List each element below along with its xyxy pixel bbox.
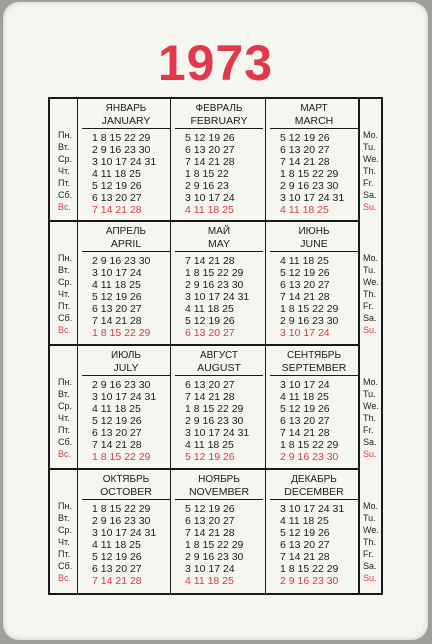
week-row: 3 10 17 24 31 [92, 391, 157, 403]
week-row: 6 13 20 27 [185, 327, 235, 339]
week-row: 2 9 16 23 30 [92, 515, 151, 527]
month-header-divider [270, 251, 358, 252]
month-header-divider [175, 251, 263, 252]
month-header [171, 103, 267, 127]
week-row: 2 9 16 23 30 [92, 144, 151, 156]
week-row: 4 11 18 25 [280, 391, 329, 403]
week-row: 5 12 19 26 [185, 503, 235, 515]
weekday-label: Сб. [58, 561, 73, 571]
week-row: 4 11 18 25 [185, 204, 234, 216]
week-row: 1 8 15 22 29 [280, 439, 339, 451]
month-block [171, 222, 267, 344]
weekday-label: Пн. [58, 377, 72, 387]
weekday-label: Fr. [363, 301, 374, 311]
weekday-label: Сб. [58, 437, 73, 447]
week-row: 2 9 16 23 30 [280, 315, 339, 327]
weekday-label: Tu. [363, 265, 376, 275]
weekday-label: Пт. [58, 425, 71, 435]
week-row: 4 11 18 25 [185, 575, 234, 587]
month-block [266, 222, 362, 344]
calendar-year-title: 1973 [157, 35, 274, 91]
weekday-label: Th. [363, 166, 377, 176]
weekday-label: Tu. [363, 142, 376, 152]
week-row: 1 8 15 22 29 [92, 503, 151, 515]
week-row: 3 10 17 24 31 [92, 156, 157, 168]
weekday-label: Вт. [58, 265, 70, 275]
month-block [78, 470, 174, 592]
weekday-label: Пн. [58, 130, 72, 140]
month-name-en: AUGUST [197, 362, 241, 374]
month-header-divider [82, 128, 170, 129]
weekday-label: Вт. [58, 513, 70, 523]
month-days [171, 379, 267, 463]
week-row: 2 9 16 23 30 [280, 451, 339, 463]
week-row: 1 8 15 22 29 [92, 132, 151, 144]
week-row: 2 9 16 23 30 [280, 575, 339, 587]
week-row: 7 14 21 28 [185, 527, 235, 539]
week-row: 5 12 19 26 [280, 132, 330, 144]
weekday-label: Сб. [58, 313, 73, 323]
month-days [266, 132, 362, 216]
month-name-ru: ИЮЛЬ [111, 350, 141, 361]
weekday-label: Пт. [58, 549, 71, 559]
weekday-label: Mo. [363, 501, 379, 511]
weekday-label: We. [363, 401, 379, 411]
weekday-label: Su. [363, 573, 377, 583]
calendar-grid [48, 97, 383, 595]
weekday-label: Mo. [363, 253, 379, 263]
month-days [78, 379, 174, 463]
week-row: 6 13 20 27 [185, 144, 235, 156]
weekday-label: Fr. [363, 549, 374, 559]
month-name-en: MAY [208, 238, 230, 250]
week-row: 1 8 15 22 29 [92, 451, 151, 463]
week-row: 1 8 15 22 29 [280, 303, 339, 315]
weekday-label: Fr. [363, 178, 374, 188]
weekday-labels-en [363, 252, 385, 336]
weekday-labels-en [363, 129, 385, 213]
weekday-labels-en [363, 376, 385, 460]
week-row: 6 13 20 27 [92, 192, 142, 204]
week-row: 3 10 17 24 31 [280, 503, 345, 515]
month-name-ru: ОКТЯБРЬ [102, 474, 150, 485]
month-days [266, 255, 362, 339]
week-row: 5 12 19 26 [280, 527, 330, 539]
month-name-en: NOVEMBER [188, 486, 250, 498]
weekday-label: Пн. [58, 253, 72, 263]
week-row: 5 12 19 26 [92, 180, 142, 192]
month-name-ru: ИЮНЬ [298, 226, 330, 237]
week-row: 3 10 17 24 31 [92, 527, 157, 539]
week-row: 2 9 16 23 [185, 180, 229, 192]
week-row: 5 12 19 26 [185, 451, 235, 463]
month-days [266, 503, 362, 587]
week-row: 7 14 21 28 [92, 575, 142, 587]
month-days [171, 503, 267, 587]
weekday-label: Ср. [58, 154, 73, 164]
week-row: 4 11 18 25 [185, 439, 234, 451]
weekday-label: Чт. [58, 289, 70, 299]
month-block [171, 470, 267, 592]
month-block [78, 222, 174, 344]
weekday-label: Чт. [58, 537, 70, 547]
week-row: 4 11 18 25 [92, 403, 141, 415]
month-block [266, 470, 362, 592]
week-row: 1 8 15 22 29 [185, 267, 244, 279]
month-days [78, 255, 174, 339]
weekday-label: Sa. [363, 313, 377, 323]
month-days [171, 132, 267, 216]
weekday-label: Ср. [58, 277, 73, 287]
weekday-label: Ср. [58, 401, 73, 411]
month-block [78, 346, 174, 468]
weekday-label: Th. [363, 413, 377, 423]
month-name-en: APRIL [110, 238, 142, 250]
week-row: 5 12 19 26 [185, 315, 235, 327]
month-header [171, 226, 267, 250]
pocket-calendar-card [3, 2, 428, 640]
weekday-label: We. [363, 154, 379, 164]
week-row: 2 9 16 23 30 [280, 180, 339, 192]
week-row: 5 12 19 26 [92, 291, 142, 303]
weekday-label: Tu. [363, 389, 376, 399]
month-block [171, 99, 267, 221]
week-row: 4 11 18 25 [280, 255, 329, 267]
week-row: 4 11 18 25 [280, 515, 329, 527]
week-row: 3 10 17 24 31 [185, 427, 250, 439]
weekday-label: Sa. [363, 190, 377, 200]
month-header [78, 474, 174, 498]
month-name-en: JUNE [300, 238, 328, 250]
week-row: 3 10 17 24 31 [280, 192, 345, 204]
month-header-divider [82, 375, 170, 376]
weekday-label: Пн. [58, 501, 72, 511]
week-row: 7 14 21 28 [280, 156, 330, 168]
week-row: 2 9 16 23 30 [185, 279, 244, 291]
month-name-ru: ФЕВРАЛЬ [195, 103, 243, 114]
month-header-divider [270, 375, 358, 376]
month-name-en: OCTOBER [100, 486, 152, 498]
week-row: 7 14 21 28 [185, 255, 235, 267]
weekday-label: Пт. [58, 178, 71, 188]
week-row: 2 9 16 23 30 [92, 379, 151, 391]
month-name-en: FEBRUARY [190, 115, 248, 127]
month-block [171, 346, 267, 468]
weekday-label: Su. [363, 325, 377, 335]
calendar-quarter [50, 99, 381, 221]
month-header-divider [175, 499, 263, 500]
month-name-ru: НОЯБРЬ [198, 474, 240, 485]
month-header [171, 350, 267, 374]
weekday-label: We. [363, 277, 379, 287]
week-row: 5 12 19 26 [92, 551, 142, 563]
week-row: 7 14 21 28 [280, 291, 330, 303]
week-row: 1 8 15 22 29 [280, 563, 339, 575]
month-name-en: JULY [113, 362, 139, 374]
week-row: 6 13 20 27 [185, 515, 235, 527]
weekday-label: Вт. [58, 142, 70, 152]
week-row: 6 13 20 27 [280, 144, 330, 156]
month-header [78, 226, 174, 250]
week-row: 7 14 21 28 [280, 427, 330, 439]
week-row: 1 8 15 22 29 [280, 168, 339, 180]
weekday-label: Su. [363, 449, 377, 459]
week-row: 7 14 21 28 [92, 439, 142, 451]
weekday-label: Чт. [58, 413, 70, 423]
month-name-en: DECEMBER [284, 486, 344, 498]
month-header-divider [175, 375, 263, 376]
week-row: 7 14 21 28 [185, 391, 235, 403]
month-header-divider [82, 499, 170, 500]
month-header [266, 226, 362, 250]
week-row: 6 13 20 27 [280, 539, 330, 551]
week-row: 3 10 17 24 [185, 563, 235, 575]
weekday-label: We. [363, 525, 379, 535]
weekday-label: Th. [363, 289, 377, 299]
weekday-label: Вс. [58, 573, 72, 583]
weekday-label: Th. [363, 537, 377, 547]
week-row: 4 11 18 25 [92, 168, 141, 180]
month-days [78, 503, 174, 587]
week-row: 5 12 19 26 [92, 415, 142, 427]
week-row: 2 9 16 23 30 [185, 415, 244, 427]
weekday-label: Вт. [58, 389, 70, 399]
week-row: 7 14 21 28 [185, 156, 235, 168]
weekday-label: Mo. [363, 130, 379, 140]
month-days [171, 255, 267, 339]
month-name-ru: ДЕКАБРЬ [291, 474, 337, 485]
weekday-label: Сб. [58, 190, 73, 200]
week-row: 4 11 18 25 [92, 279, 141, 291]
month-days [78, 132, 174, 216]
month-header [78, 103, 174, 127]
weekday-label: Tu. [363, 513, 376, 523]
week-row: 2 9 16 23 30 [92, 255, 151, 267]
week-row: 5 12 19 26 [185, 132, 235, 144]
month-name-ru: АВГУСТ [199, 350, 239, 361]
month-header [266, 103, 362, 127]
week-row: 4 11 18 25 [185, 303, 234, 315]
month-header [266, 350, 362, 374]
calendar-quarter [50, 346, 381, 468]
month-name-ru: АПРЕЛЬ [105, 226, 147, 237]
weekday-label: Чт. [58, 166, 70, 176]
weekday-label: Fr. [363, 425, 374, 435]
week-row: 7 14 21 28 [92, 204, 142, 216]
month-name-ru: ЯНВАРЬ [105, 103, 147, 114]
week-row: 6 13 20 27 [92, 563, 142, 575]
week-row: 1 8 15 22 [185, 168, 229, 180]
weekday-label: Вс. [58, 202, 72, 212]
month-header-divider [82, 251, 170, 252]
week-row: 3 10 17 24 [280, 327, 330, 339]
weekday-label: Ср. [58, 525, 73, 535]
weekday-label: Su. [363, 202, 377, 212]
week-row: 3 10 17 24 [280, 379, 330, 391]
month-block [78, 99, 174, 221]
weekday-label: Mo. [363, 377, 379, 387]
month-header [171, 474, 267, 498]
month-block [266, 346, 362, 468]
week-row: 3 10 17 24 [92, 267, 142, 279]
week-row: 5 12 19 26 [280, 403, 330, 415]
week-row: 3 10 17 24 31 [185, 291, 250, 303]
week-row: 6 13 20 27 [185, 379, 235, 391]
week-row: 3 10 17 24 [185, 192, 235, 204]
month-name-ru: МАЙ [207, 226, 231, 237]
week-row: 5 12 19 26 [280, 267, 330, 279]
weekday-label: Вс. [58, 325, 72, 335]
month-name-en: JANUARY [101, 115, 151, 127]
month-name-en: MARCH [294, 115, 334, 127]
weekday-label: Пт. [58, 301, 71, 311]
week-row: 2 9 16 23 30 [185, 551, 244, 563]
weekday-labels-en [363, 500, 385, 584]
weekday-label: Sa. [363, 437, 377, 447]
month-header-divider [270, 499, 358, 500]
weekday-label: Вс. [58, 449, 72, 459]
week-row: 6 13 20 27 [92, 303, 142, 315]
month-name-ru: МАРТ [300, 103, 328, 114]
week-row: 4 11 18 25 [92, 539, 141, 551]
month-name-en: SEPTEMBER [281, 362, 347, 374]
week-row: 1 8 15 22 29 [185, 539, 244, 551]
week-row: 7 14 21 28 [280, 551, 330, 563]
week-row: 7 14 21 28 [92, 315, 142, 327]
month-header-divider [270, 128, 358, 129]
week-row: 6 13 20 27 [92, 427, 142, 439]
week-row: 1 8 15 22 29 [92, 327, 151, 339]
month-days [266, 379, 362, 463]
calendar-quarter [50, 470, 381, 592]
month-name-ru: СЕНТЯБРЬ [286, 350, 342, 361]
week-row: 6 13 20 27 [280, 279, 330, 291]
week-row: 1 8 15 22 29 [185, 403, 244, 415]
calendar-quarter [50, 222, 381, 344]
week-row: 4 11 18 25 [280, 204, 329, 216]
weekday-label: Sa. [363, 561, 377, 571]
month-block [266, 99, 362, 221]
month-header [266, 474, 362, 498]
month-header [78, 350, 174, 374]
week-row: 6 13 20 27 [280, 415, 330, 427]
month-header-divider [175, 128, 263, 129]
